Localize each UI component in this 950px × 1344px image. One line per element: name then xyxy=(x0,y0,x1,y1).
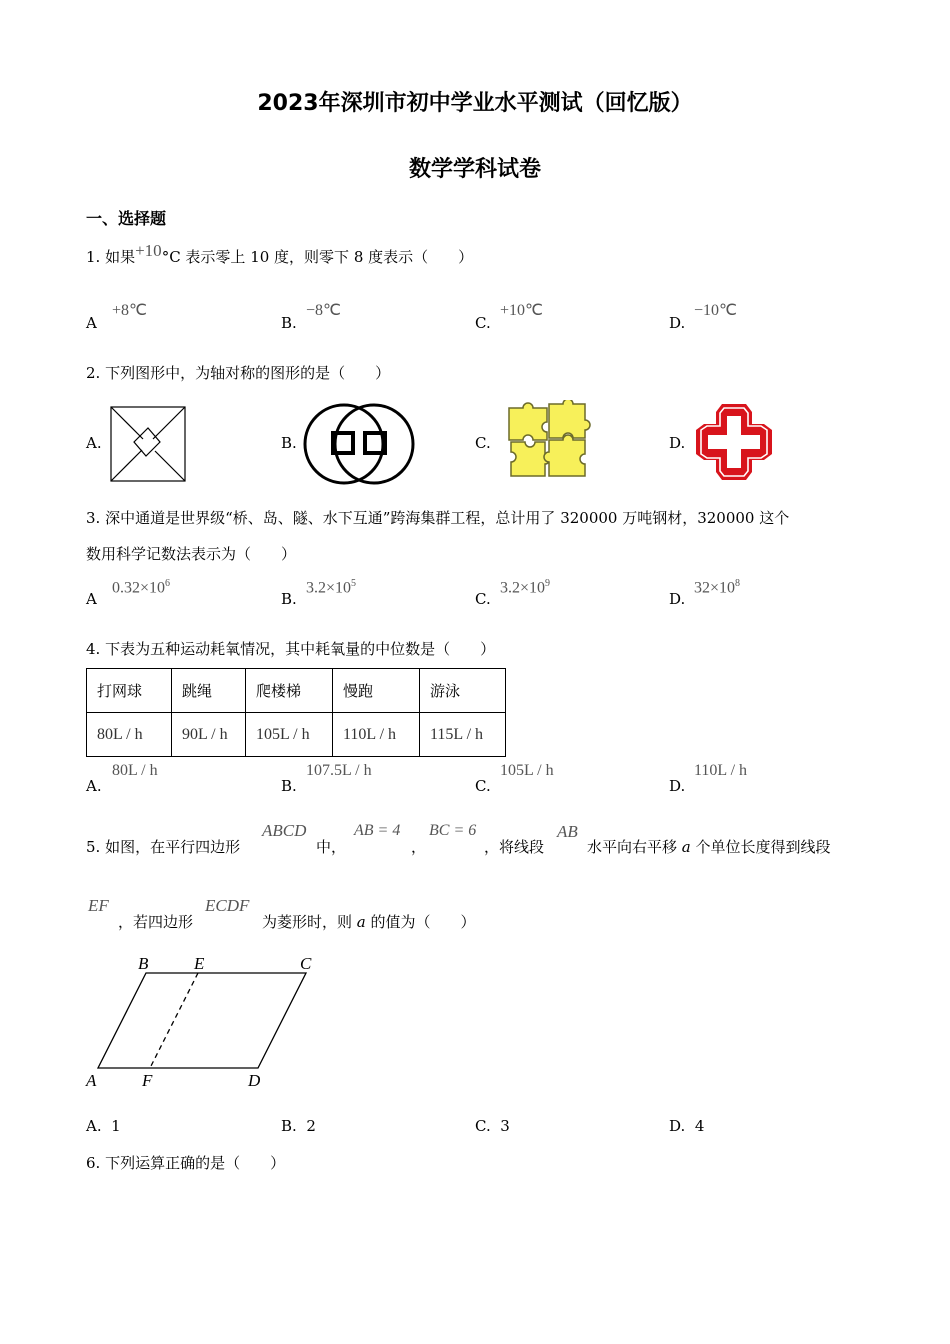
q4-option-b-value: 107.5L / h xyxy=(306,762,372,779)
q5-text-1: 5. 如图，在平行四边形 xyxy=(86,838,241,856)
q3-option-a[interactable]: A xyxy=(86,590,97,608)
vertex-label-b: B xyxy=(138,954,149,973)
coin-pair-icon xyxy=(302,402,416,486)
table-cell: 110L / h xyxy=(333,713,420,757)
q2-option-a[interactable]: A. xyxy=(86,434,102,452)
q5-option-d[interactable]: D. 4 xyxy=(669,1117,705,1135)
q1-option-a-value: +8℃ xyxy=(112,302,147,319)
q2-option-b[interactable]: B. xyxy=(281,434,297,452)
question-1 xyxy=(86,241,474,267)
q1-option-d-value: −10℃ xyxy=(694,302,737,319)
q5-option-b[interactable]: B. 2 xyxy=(281,1117,316,1135)
question-6: 6. 下列运算正确的是（ ） xyxy=(86,1154,286,1172)
question-3-line-2: 数用科学记数法表示为（ ） xyxy=(86,545,297,563)
q1-prefix: 1. 如果 xyxy=(86,248,136,266)
q3-option-d[interactable]: D. xyxy=(669,590,686,608)
table-cell: 105L / h xyxy=(246,713,333,757)
table-cell: 90L / h xyxy=(172,713,246,757)
puzzle-pieces-icon xyxy=(505,400,591,480)
page-title: 2023年深圳市初中学业水平测试（回忆版） xyxy=(257,91,693,116)
q5-option-c[interactable]: C. 3 xyxy=(475,1117,510,1135)
q3-option-d-value: $32\times 10^8$ xyxy=(694,578,741,597)
q5-math-ab-eq: AB = 4 xyxy=(354,822,401,839)
q1-option-b[interactable] xyxy=(281,314,297,332)
q5-text-8: 为菱形时，则 a 的值为（ ） xyxy=(262,913,476,931)
tangram-square-icon xyxy=(110,406,186,482)
question-2: 2. 下列图形中，为轴对称的图形的是（ ） xyxy=(86,364,391,382)
q4-option-c-value: 105L / h xyxy=(500,762,554,779)
q4-option-a-value: 80L / h xyxy=(112,762,158,779)
q5-math-ef: EF xyxy=(88,896,109,915)
vertex-label-e: E xyxy=(194,954,205,973)
red-cross-icon xyxy=(694,402,774,482)
q5-text-5: 水平向右平移 a 个单位长度得到线段 xyxy=(587,838,831,856)
table-cell: 115L / h xyxy=(420,713,506,757)
q5-math-ab: AB xyxy=(557,822,578,841)
vertex-label-a: A xyxy=(86,1071,97,1090)
q4-option-b[interactable]: B. xyxy=(281,777,297,795)
q1-option-d[interactable] xyxy=(669,314,685,332)
q5-math-bc-eq: BC = 6 xyxy=(429,822,477,839)
q3-option-b-value: $3.2\times 10^5$ xyxy=(306,578,357,597)
table-header-cell: 爬楼梯 xyxy=(246,669,333,713)
q5-math-ecdf: ECDF xyxy=(205,896,250,915)
q1-option-c-value: +10℃ xyxy=(500,302,543,319)
q1-suffix: °C 表示零上 10 度，则零下 8 度表示（ ） xyxy=(161,248,474,266)
q2-option-c[interactable]: C. xyxy=(475,434,491,452)
vertex-label-c: C xyxy=(300,954,312,973)
q3-option-a-value: $0.32\times 10^6$ xyxy=(112,578,171,597)
option-label: D. xyxy=(669,314,686,332)
vertex-label-f: F xyxy=(142,1071,153,1090)
option-label: A xyxy=(86,314,97,332)
q1-math: +10 xyxy=(135,241,162,260)
q5-text-7: ，若四边形 xyxy=(118,913,194,931)
q4-option-a[interactable]: A. xyxy=(86,777,102,795)
q5-math-abcd: ABCD xyxy=(262,821,307,840)
q2-option-d[interactable]: D. xyxy=(669,434,686,452)
q4-option-d[interactable]: D. xyxy=(669,777,686,795)
q4-option-c[interactable]: C. xyxy=(475,777,491,795)
q5-text-2: 中， xyxy=(316,838,347,856)
option-label: B. xyxy=(281,314,297,332)
q1-option-c[interactable] xyxy=(475,314,491,332)
q3-option-c[interactable]: C. xyxy=(475,590,491,608)
option-label: C. xyxy=(475,314,491,332)
q3-option-b[interactable]: B. xyxy=(281,590,297,608)
table-header-cell: 慢跑 xyxy=(333,669,420,713)
q5-text-4: ，将线段 xyxy=(484,838,545,856)
q1-option-b-value: −8℃ xyxy=(306,302,341,319)
question-4: 4. 下表为五种运动耗氧情况，其中耗氧量的中位数是（ ） xyxy=(86,640,496,658)
table-cell: 80L / h xyxy=(87,713,172,757)
table-header-cell: 打网球 xyxy=(87,669,172,713)
q4-option-d-value: 110L / h xyxy=(694,762,748,779)
q5-text-3: ， xyxy=(411,838,427,856)
parallelogram-figure xyxy=(80,948,330,1093)
vertex-label-d: D xyxy=(248,1071,261,1090)
page-subtitle: 数学学科试卷 xyxy=(408,157,541,182)
table-header-cell: 游泳 xyxy=(420,669,506,713)
q5-option-a[interactable]: A. 1 xyxy=(86,1117,121,1135)
oxygen-table xyxy=(86,668,506,757)
q1-option-a[interactable] xyxy=(86,314,97,332)
table-row xyxy=(87,713,506,757)
question-3-line-1: 3. 深中通道是世界级“桥、岛、隧、水下互通”跨海集群工程，总计用了 320000 万吨钢材，320000 这个 xyxy=(86,509,790,527)
section-heading: 一、选择题 xyxy=(86,209,167,228)
table-header-cell: 跳绳 xyxy=(172,669,246,713)
q3-option-c-value: $3.2\times 10^9$ xyxy=(500,578,551,597)
table-header-row xyxy=(87,669,506,713)
